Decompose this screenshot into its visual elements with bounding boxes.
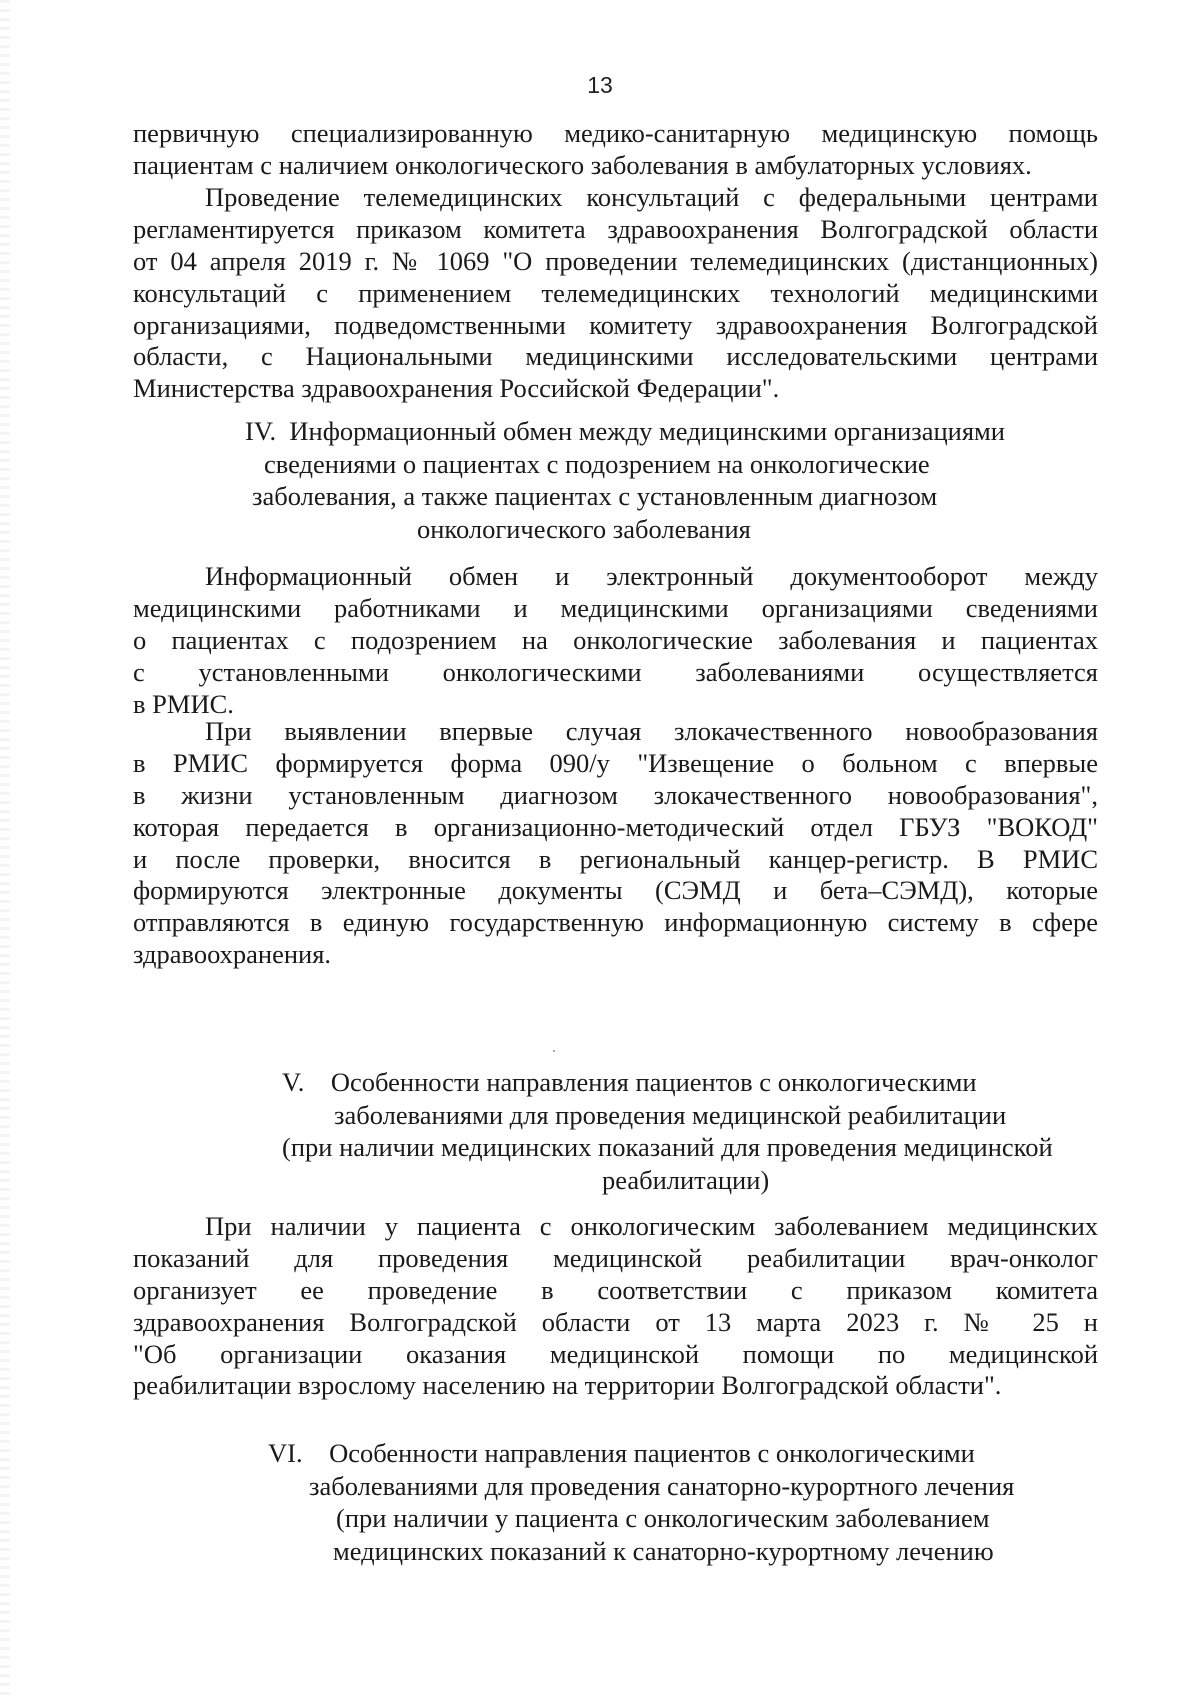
heading-line: сведениями о пациентах с подозрением на онкологические (264, 448, 930, 479)
heading-line (282, 1066, 1102, 1099)
text-line: регламентируется приказом комитета здравоохранения Волгоградской области (133, 213, 1098, 244)
heading-text: Особенности направления пациентов с онкологическими (330, 1067, 977, 1097)
scan-edge-artifact (0, 0, 10, 1696)
text-line: первичную специализированную медико-санитарную медицинскую помощь (133, 118, 1098, 148)
text-line: в жизни установленным диагнозом злокачественного новообразования", (133, 779, 1098, 810)
heading-line: заболеваниями для проведения санаторно-курортного лечения (309, 1470, 1015, 1501)
heading-line: (при наличии у пациента с онкологическим заболеванием (336, 1503, 990, 1533)
section-heading-v (282, 1066, 1102, 1196)
section-heading-vi (268, 1437, 1088, 1567)
text-line: показаний для проведения медицинской реабилитации врач-онколог (133, 1242, 1098, 1273)
section-heading-iv (245, 415, 1065, 545)
text-line: При выявлении впервые случая злокачественного новообразования (205, 716, 1098, 746)
paragraph-first-detection (133, 716, 1098, 971)
paragraph-rehabilitation (133, 1211, 1098, 1402)
text-line: организациями, подведомственными комитету здравоохранения Волгоградской (133, 309, 1098, 340)
text-line: здравоохранения Волгоградской области от 13 марта 2023 г. № 25 н (133, 1306, 1098, 1337)
text-line: пациентам с наличием онкологического заболевания в амбулаторных условиях. (133, 149, 1032, 180)
text-line: формируются электронные документы (СЭМД и бета–СЭМД), которые (133, 875, 1098, 906)
heading-line: медицинских показаний к санаторно-курортному лечению (333, 1535, 994, 1566)
text-line: области, с Национальными медицинскими исследовательскими центрами (133, 341, 1098, 372)
heading-line: заболевания, а также пациентах с установленным диагнозом (252, 481, 938, 511)
section-numeral: IV. (245, 416, 277, 446)
section-numeral: VI. (268, 1438, 303, 1468)
text-line: от 04 апреля 2019 г. № 1069 "О проведении телемедицинских (дистанционных) (133, 245, 1098, 276)
heading-line (245, 415, 1065, 448)
text-line: При наличии у пациента с онкологическим заболеванием медицинских (205, 1211, 1098, 1241)
text-line: организует ее проведение в соответствии с приказом комитета (133, 1274, 1098, 1305)
text-line: "Об организации оказания медицинской помощи по медицинской (133, 1338, 1098, 1369)
text-line: с установленными онкологическими заболеваниями осуществляется (133, 656, 1098, 687)
text-line: консультаций с применением телемедицинских технологий медицинскими (133, 277, 1098, 308)
heading-line: реабилитации) (602, 1164, 770, 1195)
text-line: которая передается в организационно-методический отдел ГБУЗ "ВОКОД" (133, 811, 1098, 842)
heading-text: Особенности направления пациентов с онкологическими (329, 1438, 975, 1468)
section-numeral: V. (282, 1067, 305, 1097)
text-line: Информационный обмен и электронный документооборот между (205, 561, 1098, 591)
paragraph-continuation (133, 118, 1098, 182)
paragraph-telemedicine (133, 182, 1098, 405)
text-line: о пациентах с подозрением на онкологические заболевания и пациентах (133, 624, 1098, 655)
text-line: отправляются в единую государственную информационную систему в сфере (133, 907, 1098, 938)
heading-line: онкологического заболевания (417, 513, 751, 544)
heading-text: Информационный обмен между медицинскими организациями (289, 416, 1005, 446)
heading-line: заболеваниями для проведения медицинской реабилитации (334, 1099, 1007, 1130)
text-line: здравоохранения. (133, 939, 332, 970)
page-number: 13 (587, 72, 613, 98)
text-line: Проведение телемедицинских консультаций с федеральными центрами (205, 182, 1098, 212)
text-line: и после проверки, вносится в региональный канцер-регистр. В РМИС (133, 843, 1098, 874)
text-line: медицинскими работниками и медицинскими организациями сведениями (133, 592, 1098, 623)
scan-speck (553, 1050, 555, 1052)
text-line: в РМИС. (133, 688, 234, 719)
paragraph-info-exchange (133, 561, 1098, 720)
heading-line: (при наличии медицинских показаний для проведения медицинской (282, 1132, 1053, 1162)
heading-line (268, 1437, 1088, 1470)
text-line: Министерства здравоохранения Российской Федерации". (133, 373, 780, 404)
text-line: реабилитации взрослому населению на территории Волгоградской области". (133, 1370, 1002, 1401)
text-line: в РМИС формируется форма 090/у "Извещение о больном с впервые (133, 747, 1098, 778)
